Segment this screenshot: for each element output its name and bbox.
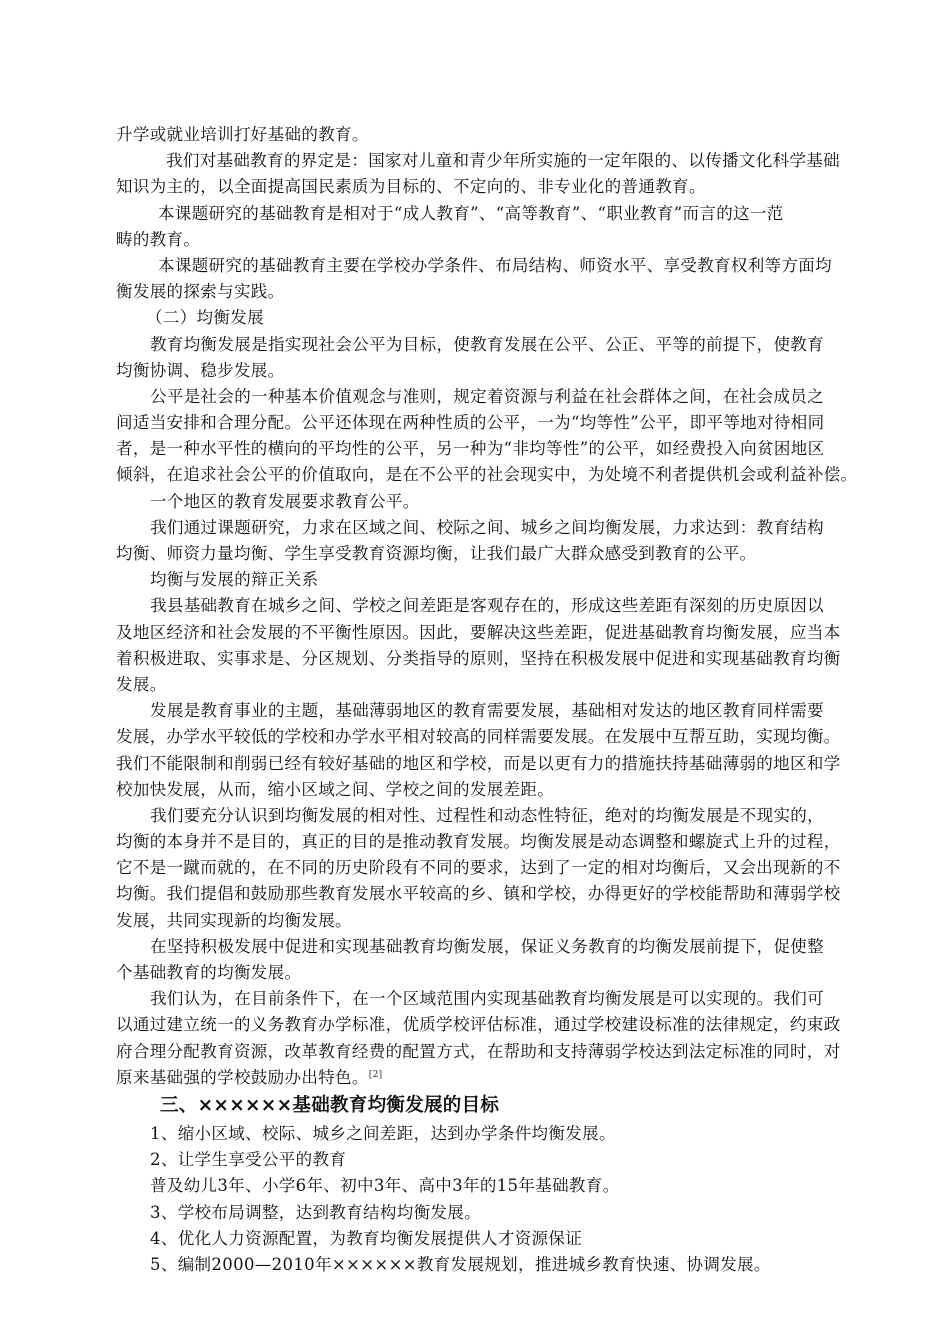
list-item: 3、学校布局调整，达到教育结构均衡发展。 — [150, 1202, 481, 1222]
text-line: 校加快发展，从而，缩小区域之间、学校之间的发展差距。 — [116, 779, 555, 799]
text-line: 着积极进取、实事求是、分区规划、分类指导的原则，坚持在积极发展中促进和实现基础教育均衡 — [116, 648, 841, 668]
text-line: 均衡、师资力量均衡、学生享受教育资源均衡，让我们最广大群众感受到教育的公平。 — [116, 544, 757, 563]
text-line-content: 原来基础强的学校鼓励办出特色。 — [116, 1067, 369, 1087]
text-line: 均衡。我们提倡和鼓励那些教育发展水平较高的乡、镇和学校，办得更好的学校能帮助和薄弱学校 — [116, 884, 841, 904]
section-heading: 三、××××××基础教育均衡发展的目标 — [160, 1094, 500, 1116]
text-line: 我们要充分认识到均衡发展的相对性、过程性和动态性特征，绝对的均衡发展是不现实的， — [150, 805, 824, 825]
text-line: 间适当安排和合理分配。公平还体现在两种性质的公平，一为“均等性”公平，即平等地对待相同 — [116, 413, 825, 433]
document-page — [116, 122, 858, 1278]
text-line: 一个地区的教育发展要求教育公平。 — [150, 491, 420, 511]
citation-marker: [2] — [368, 1069, 383, 1080]
subsection-heading: （二）均衡发展 — [146, 308, 264, 328]
text-line: 发展，办学水平较低的学校和办学水平相对较高的同样需要发展。在发展中互帮互助，实现均衡。 — [116, 727, 841, 747]
text-line: 知识为主的，以全面提高国民素质为目标的、不定向的、非专业化的普通教育。 — [116, 177, 706, 197]
text-line: 发展，共同实现新的均衡发展。 — [116, 910, 352, 930]
text-line: 发展是教育事业的主题，基础薄弱地区的教育需要发展，基础相对发达的地区教育同样需要 — [150, 701, 824, 721]
text-line: 者，是一种水平性的横向的平均性的公平，另一种为“非均等性”的公平，如经费投入向贫困地区 — [116, 439, 825, 459]
text-line: 均衡与发展的辩正关系 — [150, 570, 319, 590]
text-line: 本课题研究的基础教育主要在学校办学条件、布局结构、师资水平、享受教育权利等方面均 — [158, 255, 832, 275]
text-line: 均衡协调、稳步发展。 — [116, 360, 285, 380]
text-line: 教育均衡发展是指实现社会公平为目标，使教育发展在公平、公正、平等的前提下，使教育 — [150, 334, 824, 354]
list-item: 2、让学生享受公平的教育 — [150, 1150, 347, 1170]
text-line: 我们不能限制和削弱已经有较好基础的地区和学校，而是以更有力的措施扶持基础薄弱的地区和学 — [116, 753, 841, 773]
text-line: 本课题研究的基础教育是相对于“成人教育”、“高等教育”、“职业教育”而言的这一范 — [158, 203, 784, 223]
list-item: 普及幼儿3年、小学6年、初中3年、高中3年的15年基础教育。 — [150, 1176, 620, 1196]
text-line: 我们对基础教育的界定是：国家对儿童和青少年所实施的一定年限的、以传播文化科学基础 — [166, 151, 840, 171]
list-item: 1、缩小区域、校际、城乡之间差距，达到办学条件均衡发展。 — [150, 1123, 616, 1143]
text-line: 我们认为，在目前条件下，在一个区域范围内实现基础教育均衡发展是可以实现的。我们可 — [150, 989, 824, 1009]
text-line: 倾斜，在追求社会公平的价值取向，是在不公平的社会现实中，为处境不利者提供机会或利益补偿。 — [116, 465, 858, 485]
text-line: 及地区经济和社会发展的不平衡性原因。因此，要解决这些差距，促进基础教育均衡发展，应当本 — [116, 622, 841, 642]
list-item: 5、编制2000—2010年××××××教育发展规划，推进城乡教育快速、协调发展。 — [150, 1254, 771, 1274]
text-line: 我县基础教育在城乡之间、学校之间差距是客观存在的，形成这些差距有深刻的历史原因以 — [150, 596, 824, 616]
text-line: 在坚持积极发展中促进和实现基础教育均衡发展，保证义务教育的均衡发展前提下，促使整 — [150, 936, 824, 956]
text-line: 畴的教育。 — [116, 229, 201, 249]
text-line: 以通过建立统一的义务教育办学标准，优质学校评估标准，通过学校建设标准的法律规定，约束政 — [116, 1015, 841, 1035]
text-line: 个基础教育的均衡发展。 — [116, 963, 302, 982]
text-line: 衡发展的探索与实践。 — [116, 282, 285, 302]
text-line: 发展。 — [116, 674, 167, 694]
text-line: 我们通过课题研究，力求在区域之间、校际之间、城乡之间均衡发展，力求达到：教育结构 — [150, 517, 824, 537]
text-line — [116, 1065, 840, 1091]
text-line: 府合理分配教育资源，改革教育经费的配置方式，在帮助和支持薄弱学校达到法定标准的同时，对 — [116, 1041, 841, 1061]
list-item: 4、优化人力资源配置，为教育均衡发展提供人才资源保证 — [150, 1228, 583, 1248]
text-line: 升学或就业培训打好基础的教育。 — [116, 125, 369, 144]
text-line: 公平是社会的一种基本价值观念与准则，规定着资源与利益在社会群体之间，在社会成员之 — [150, 386, 824, 406]
text-line: 均衡的本身并不是目的，真正的目的是推动教育发展。均衡发展是动态调整和螺旋式上升的过程， — [116, 832, 841, 852]
text-line: 它不是一蹴而就的，在不同的历史阶段有不同的要求，达到了一定的相对均衡后，又会出现新的不 — [116, 858, 841, 878]
